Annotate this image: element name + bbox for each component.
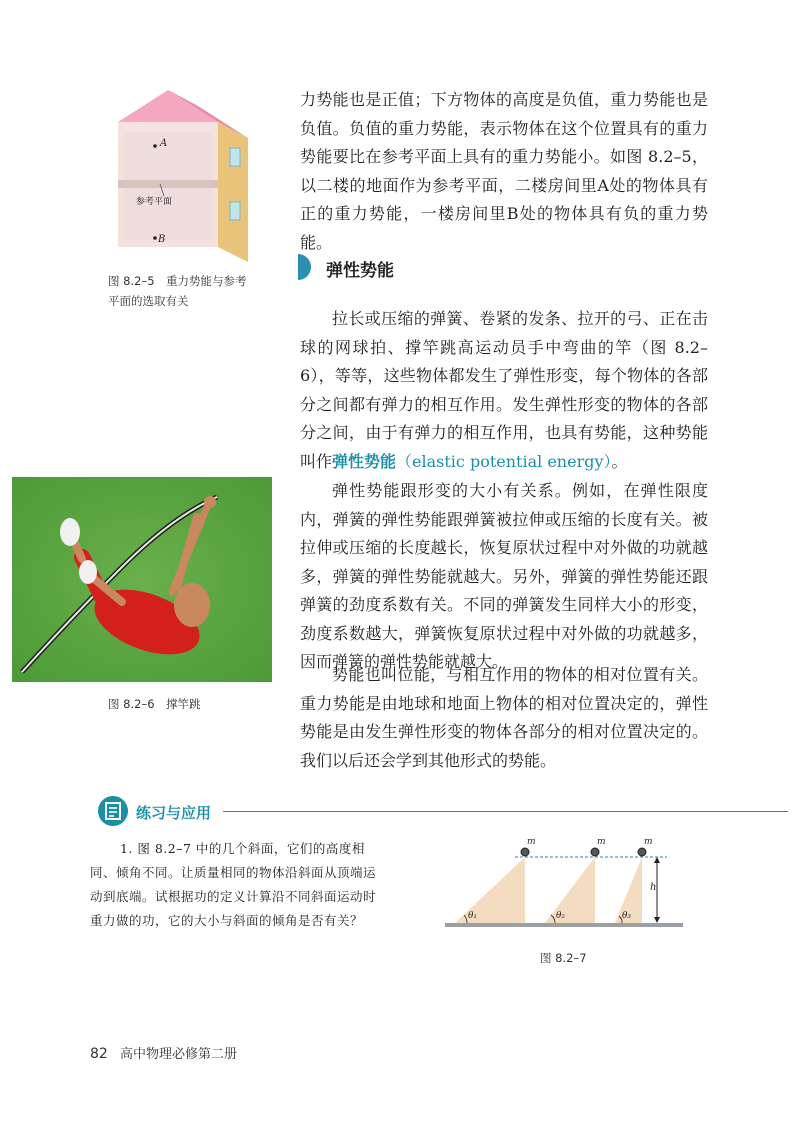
- label-a: A: [160, 138, 168, 149]
- incline-diagram: [445, 840, 685, 940]
- mass-label-2: m: [597, 837, 606, 847]
- angle-label-2: θ₂: [556, 911, 566, 921]
- mass-label-3: m: [644, 837, 653, 847]
- exercise-divider: [223, 811, 788, 812]
- paragraph-2-text: 弹性势能跟形变的大小有关系。例如，在弹性限度内，弹簧的弹性势能跟弹簧被拉伸或压缩的长度有关。被拉伸或压缩的长度越长，恢复原状过程中对外做的功就越多，弹簧的弹性势能就越大。另外，弹簧的弹性势能还跟弹簧的劲度系数有关。不同的弹簧发生同样大小的形变，劲度系数越大，弹簧恢复原状过程中对外做的功就越多，因而弹簧的弹性势能就越大。: [300, 481, 708, 671]
- figure-8-2-5: [108, 70, 258, 270]
- book-title: 高中物理必修第二册: [119, 1047, 237, 1062]
- section-heading: [298, 253, 598, 281]
- paragraph-1: [300, 305, 708, 476]
- paragraph-3: [300, 661, 708, 775]
- pole-vault-photo: [12, 477, 272, 682]
- height-label: h: [650, 882, 657, 893]
- paragraph-2: [300, 477, 708, 677]
- term-elastic-potential-energy: 弹性势能: [332, 451, 397, 471]
- exercise-question-1: 1. 图 8.2–7 中的几个斜面，它们的高度相同、倾角不同。让质量相同的物体沿斜面从顶端运动到底端。试根据功的定义计算沿不同斜面运动时重力做的功，它的大小与斜面的倾角是否有关？: [90, 841, 377, 928]
- figure-8-2-5-caption: [108, 271, 278, 311]
- paragraph-3-text: 势能也叫位能，与相互作用的物体的相对位置有关。重力势能是由地球和地面上物体的相对位置决定的，弹性势能是由发生弹性形变的物体各部分的相对位置决定的。我们以后还会学到其他形式的势能。: [300, 665, 708, 770]
- paragraph-1-end: 。: [611, 451, 628, 471]
- house-illustration: [108, 70, 258, 270]
- mass-label-1: m: [527, 837, 536, 847]
- exercise-title: 练习与应用: [136, 804, 212, 822]
- caption-line-2: 平面的选取有关: [108, 294, 189, 308]
- label-reference-plane: 参考平面: [136, 197, 173, 207]
- angle-label-3: θ₃: [622, 911, 632, 921]
- angle-label-1: θ₁: [468, 911, 478, 921]
- page-footer: [90, 1043, 237, 1062]
- exercise-header: [98, 796, 790, 830]
- section-title: 弹性势能: [326, 261, 394, 281]
- caption-line-1: 图 8.2–5 重力势能与参考: [108, 274, 247, 288]
- figure-8-2-6-caption: 图 8.2–6 撑竿跳: [108, 697, 201, 711]
- figure-8-2-7: [445, 837, 685, 940]
- top-paragraph: [300, 86, 708, 257]
- figure-8-2-7-caption: 图 8.2–7: [540, 951, 587, 965]
- label-b: B: [158, 234, 166, 245]
- exercise-icon: [98, 796, 128, 826]
- page-number: 82: [90, 1046, 108, 1062]
- top-paragraph-text: 力势能也是正值；下方物体的高度是负值，重力势能也是负值。负值的重力势能，表示物体在这个位置具有的重力势能要比在参考平面上具有的重力势能小。如图 8.2–5，以二楼的地面作为参考平面，二楼房间里A处的物体具有正的重力势能，一楼房间里B处的物体具有负的重力势能。: [300, 90, 708, 252]
- section-marker-icon: [298, 254, 314, 280]
- term-english: （elastic potential energy）: [396, 451, 612, 471]
- figure-8-2-6: [12, 477, 272, 682]
- paragraph-1-text: 拉长或压缩的弹簧、卷紧的发条、拉开的弓、正在击球的网球拍、撑竿跳高运动员手中弯曲的竿（图 8.2–6），等等，这些物体都发生了弹性形变，每个物体的各部分之间都有弹力的相互作用。发生弹性形变的物体的各部分之间，由于有弹力的相互作用，也具有势能，这种势能叫作: [300, 309, 708, 471]
